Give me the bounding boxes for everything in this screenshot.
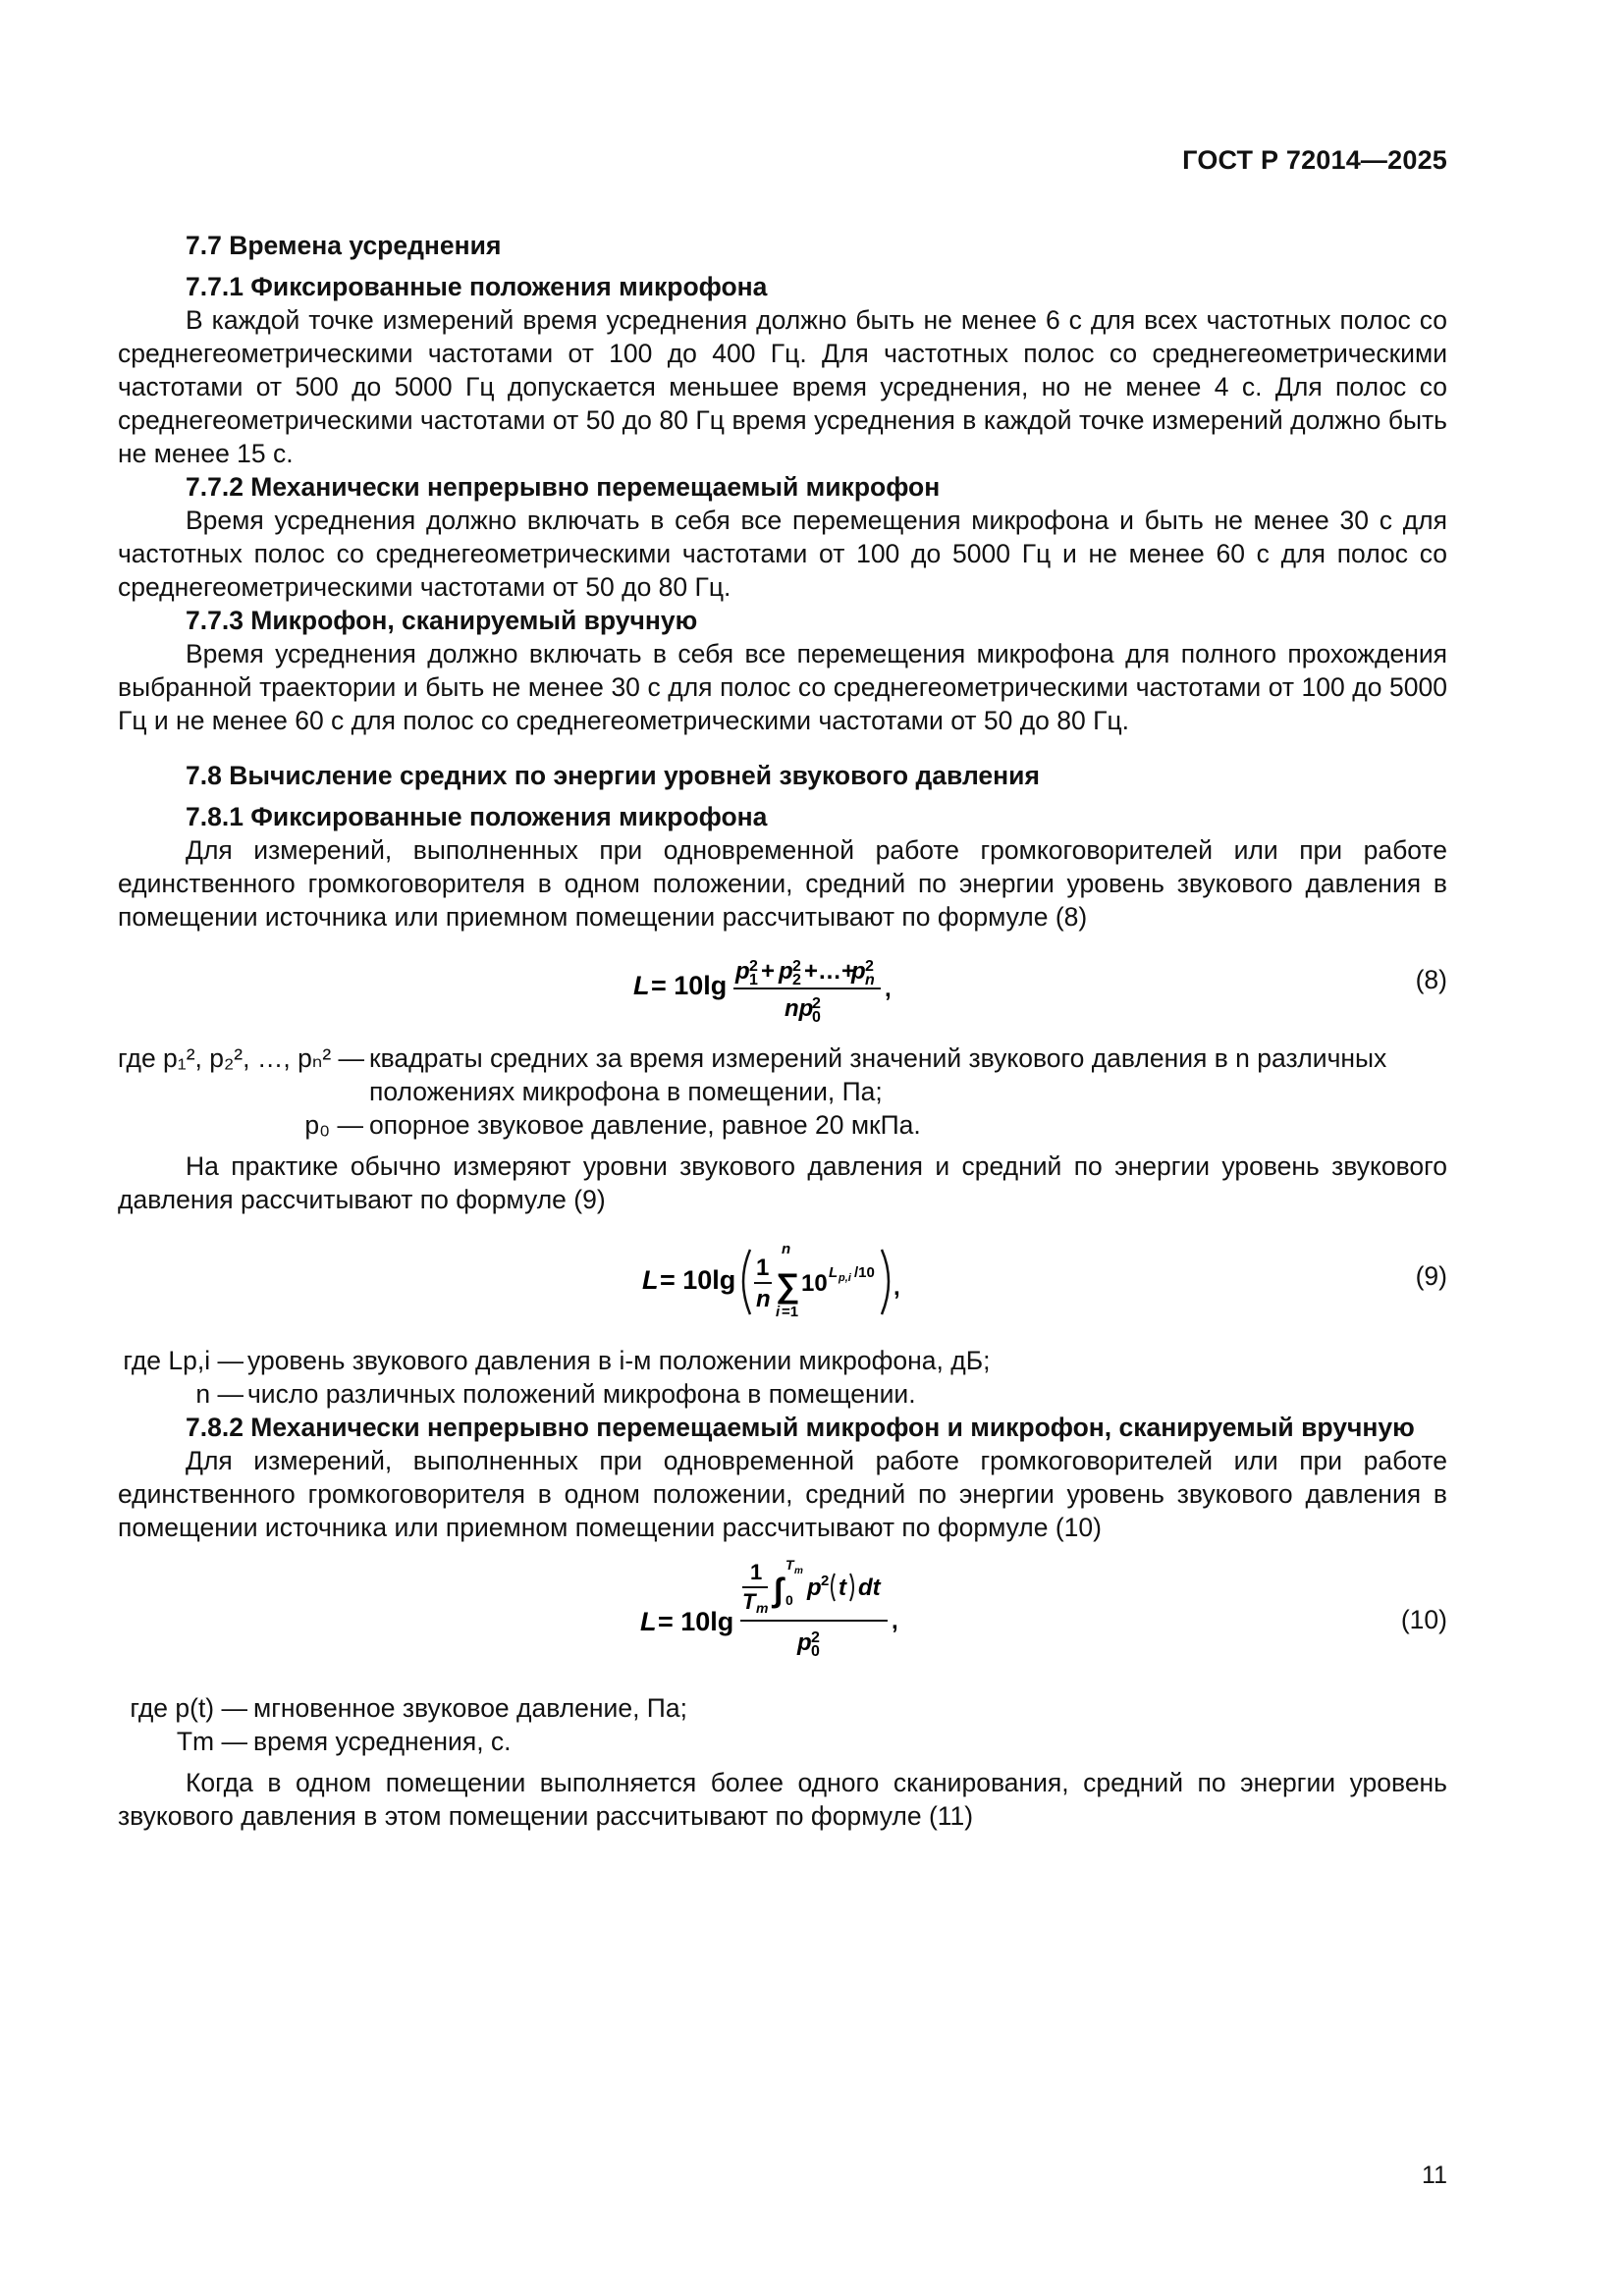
- section-heading-7-8: 7.8 Вычисление средних по энергии уровней звукового давления: [186, 761, 1040, 790]
- formula-9-number: (9): [1415, 1261, 1447, 1291]
- formula-8-graphic: [633, 941, 928, 1040]
- formula-8-number: (8): [1415, 965, 1447, 994]
- svg-text:L: L: [640, 1607, 657, 1636]
- svg-text:/10: /10: [854, 1264, 875, 1281]
- svg-text:2: 2: [821, 1573, 830, 1589]
- paragraph-final: Когда в одном помещении выполняется более одного сканирования, средний по энергии уровень звукового давления в этом помещении рассчитывают по формуле (11): [118, 1768, 1447, 1831]
- svg-text:p: p: [735, 958, 750, 985]
- where-9-symbol-lpi: где Lp,i —: [123, 1346, 244, 1375]
- svg-text:∑: ∑: [776, 1267, 800, 1305]
- where-8-definition-1: квадраты средних за время измерений значений звукового давления в n различных положениях микрофона в помещении, Па;: [369, 1043, 1387, 1106]
- paragraph-7-7-2: Время усреднения должно включать в себя все перемещения микрофона и быть не менее 30 с для частотных полос со среднегеометрическими частотами от 100 до 5000 Гц и не менее 60 с для полос со среднегеометрическими частотами от 50 до 80 Гц.: [118, 506, 1447, 602]
- svg-text:i: i: [776, 1304, 781, 1320]
- svg-text:n: n: [782, 1241, 791, 1257]
- formula-9-graphic: [642, 1232, 937, 1340]
- where-8-symbol-p0: p₀ —: [304, 1110, 363, 1140]
- svg-text:2: 2: [812, 995, 821, 1012]
- formula-9: [118, 1216, 1447, 1344]
- svg-text:p: p: [797, 1629, 812, 1656]
- svg-text:+: +: [761, 958, 776, 985]
- where-9-definition-2: число различных положений микрофона в помещении.: [247, 1379, 916, 1409]
- svg-text:,: ,: [885, 976, 892, 1002]
- svg-text:0: 0: [811, 1643, 820, 1660]
- formula-10-graphic: [640, 1554, 954, 1682]
- where-10-definition-1: мгновенное звуковое давление, Па;: [253, 1693, 687, 1723]
- svg-text:T: T: [785, 1557, 794, 1573]
- svg-text:=1: =1: [782, 1304, 799, 1320]
- svg-text:2: 2: [749, 958, 758, 975]
- svg-text:= 10lg: = 10lg: [658, 1607, 734, 1636]
- svg-text:p,i: p,i: [839, 1272, 851, 1284]
- paragraph-7-8-2-intro: Для измерений, выполненных при одновременной работе громкоговорителей или при работе единственного громкоговорителя в одном положении, средний по энергии уровень звукового давления в помещении источника или приемном помещении рассчитывают по формуле (10): [118, 1446, 1447, 1542]
- svg-text:L: L: [633, 971, 650, 1000]
- subsection-heading-7-8-1: 7.8.1 Фиксированные положения микрофона: [186, 802, 768, 831]
- subsection-heading-7-8-2: 7.8.2 Механически непрерывно перемещаемый микрофон и микрофон, сканируемый вручную: [186, 1413, 1415, 1442]
- svg-text:t: t: [839, 1575, 846, 1601]
- svg-text:0: 0: [785, 1592, 793, 1608]
- formula-8: [118, 934, 1447, 1041]
- where-10-definition-2: время усреднения, с.: [253, 1727, 512, 1756]
- paragraph-practice: На практике обычно измеряют уровни звукового давления и средний по энергии уровень звукового давления рассчитывают по формуле (9): [118, 1151, 1447, 1214]
- where-block-8: [118, 1041, 1447, 1142]
- subsection-heading-7-7-3: 7.7.3 Микрофон, сканируемый вручную: [186, 606, 698, 635]
- subsection-heading-7-7-2: 7.7.2 Механически непрерывно перемещаемый микрофон: [186, 472, 941, 502]
- where-10-symbol-pt: где p(t) —: [130, 1693, 247, 1723]
- section-heading-7-7: 7.7 Времена усреднения: [186, 231, 502, 260]
- svg-text:L: L: [829, 1264, 839, 1281]
- where-9-symbol-n: n —: [195, 1379, 244, 1409]
- svg-text:2: 2: [792, 972, 801, 988]
- svg-text:∫: ∫: [774, 1572, 784, 1609]
- paragraph-7-8-1-intro: Для измерений, выполненных при одновременной работе громкоговорителей или при работе единственного громкоговорителя в одном положении, средний по энергии уровень звукового давления в помещении источника или приемном помещении рассчитывают по формуле (8): [118, 835, 1447, 932]
- svg-text:2: 2: [811, 1629, 820, 1646]
- page-number: 11: [1422, 2162, 1447, 2189]
- formula-10: [118, 1544, 1447, 1691]
- svg-text:1: 1: [756, 1255, 770, 1281]
- svg-text:1: 1: [750, 1560, 763, 1584]
- svg-text:dt: dt: [858, 1575, 881, 1601]
- svg-text:,: ,: [893, 1274, 900, 1301]
- svg-text:p: p: [851, 958, 866, 985]
- svg-text:= 10lg: = 10lg: [651, 971, 728, 1000]
- where-8-symbols: где p₁², p₂², …, pₙ² —: [118, 1043, 365, 1073]
- formula-10-number: (10): [1400, 1605, 1447, 1634]
- paragraph-7-7-1: В каждой точке измерений время усреднения должно быть не менее 6 с для всех частотных полос со среднегеометрическими частотами от 100 до 400 Гц. Для частотных полос со среднегеометрическими частотами от 500 до 5000 Гц допускается меньшее время усреднения, но не менее 4 с. Для полос со среднегеометрическими частотами от 50 до 80 Гц время усреднения в каждой точке измерений должно быть не менее 15 с.: [118, 305, 1447, 468]
- svg-text:= 10lg: = 10lg: [660, 1265, 736, 1295]
- svg-text:T: T: [742, 1589, 756, 1614]
- page-content: [118, 229, 1447, 1833]
- svg-text:m: m: [794, 1566, 803, 1576]
- where-block-9: [118, 1344, 1447, 1411]
- svg-text:p: p: [807, 1575, 822, 1601]
- where-9-definition-1: уровень звукового давления в i-м положении микрофона, дБ;: [247, 1346, 991, 1375]
- paragraph-7-7-3: Время усреднения должно включать в себя все перемещения микрофона для полного прохождения выбранной траектории и быть не менее 30 с для полос со среднегеометрическими частотами от 100 до 5000 Гц и не менее 60 с для полос со среднегеометрическими частотами от 50 до 80 Гц.: [118, 639, 1447, 735]
- svg-text:+…+: +…+: [804, 958, 856, 985]
- svg-text:L: L: [642, 1265, 659, 1295]
- svg-text:1: 1: [749, 972, 758, 988]
- svg-text:m: m: [756, 1600, 769, 1616]
- svg-text:0: 0: [812, 1009, 821, 1026]
- subsection-heading-7-7-1: 7.7.1 Фиксированные положения микрофона: [186, 272, 768, 301]
- where-block-10: [118, 1691, 1447, 1758]
- document-code-header: ГОСТ Р 72014—2025: [1182, 145, 1447, 175]
- svg-text:p: p: [779, 958, 793, 985]
- svg-text:2: 2: [865, 958, 874, 975]
- svg-text:2: 2: [792, 958, 801, 975]
- svg-text:n: n: [865, 972, 875, 988]
- svg-text:n: n: [756, 1286, 771, 1312]
- svg-text:10: 10: [801, 1270, 828, 1297]
- where-10-symbol-tm: Tm —: [176, 1727, 247, 1756]
- svg-text:np: np: [785, 995, 814, 1022]
- svg-text:,: ,: [892, 1608, 898, 1634]
- where-8-definition-2: опорное звуковое давление, равное 20 мкПа.: [369, 1110, 921, 1140]
